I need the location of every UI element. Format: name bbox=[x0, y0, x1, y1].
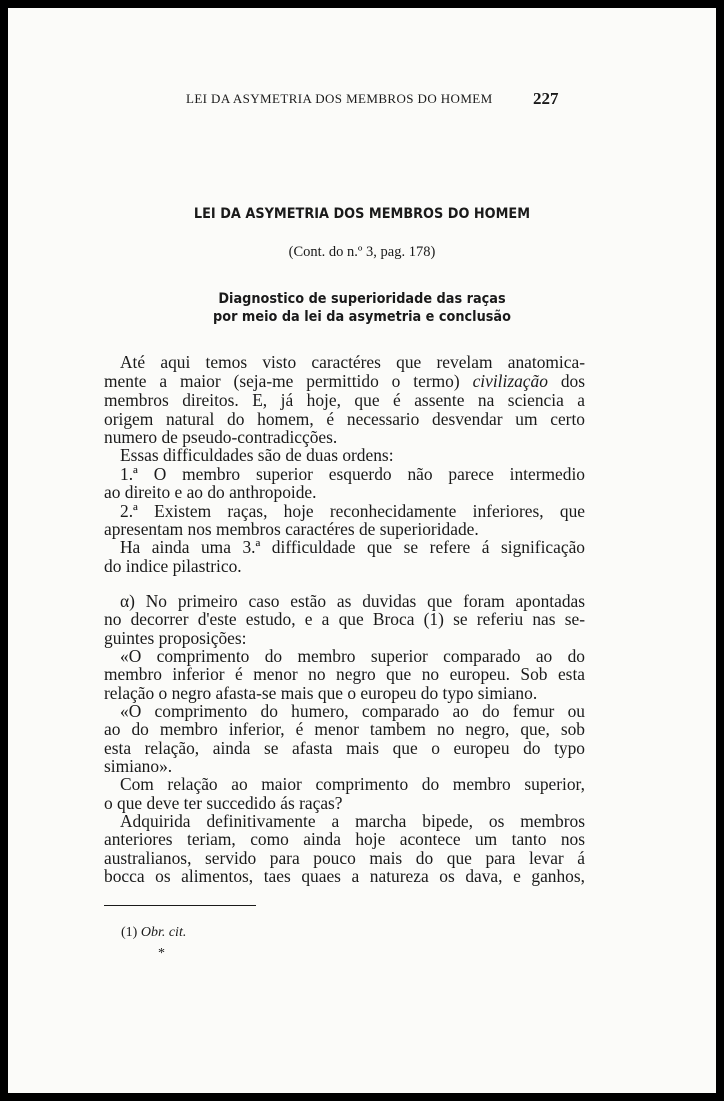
body-line-27: australianos, servido para pouco mais do que para levar á bbox=[104, 848, 585, 868]
section-subtitle bbox=[36, 290, 687, 326]
body-line-5: numero de pseudo-contradicções. bbox=[104, 427, 338, 447]
footnote-marker: (1) bbox=[121, 925, 138, 940]
body-line-3: membros direitos. E, já hoje, que é assente na sciencia a bbox=[104, 390, 585, 410]
footnote-divider bbox=[104, 905, 256, 906]
body-line-14: no decorrer d'este estudo, e a que Broca (1) se referiu nas se- bbox=[104, 609, 585, 629]
body-line-28: bocca os alimentos, taes quaes a natureza os dava, e ganhos, bbox=[104, 866, 585, 886]
subtitle-line-1: Diagnostico de superioridade das raças bbox=[218, 291, 506, 307]
running-head bbox=[8, 91, 716, 113]
body-line-4: origem natural do homem, é necessario desvendar um certo bbox=[104, 409, 585, 429]
body-line-8: ao direito e ao do anthropoide. bbox=[104, 482, 317, 502]
body-line-6: Essas difficuldades são de duas ordens: bbox=[120, 445, 394, 465]
body-line-1: Até aqui temos visto caractéres que revelam anatomica- bbox=[120, 352, 585, 372]
body-line-15: guintes proposições: bbox=[104, 628, 247, 648]
body-line-22: simiano». bbox=[104, 756, 173, 776]
page-number: 227 bbox=[533, 89, 559, 108]
body-line-24: o que deve ter succedido ás raças? bbox=[104, 793, 343, 813]
body-line-7: 1.ª O membro superior esquerdo não parece intermedio bbox=[120, 464, 585, 484]
subtitle-line-2: por meio da lei da asymetria e conclusão bbox=[213, 309, 511, 325]
body-line-12: do indice pilastrico. bbox=[104, 556, 242, 576]
body-line-21: esta relação, ainda se afasta mais que o europeu do typo bbox=[104, 738, 585, 758]
body-line-23: Com relação ao maior comprimento do membro superior, bbox=[120, 774, 585, 794]
body-line-13: α) No primeiro caso estão as duvidas que foram apontadas bbox=[120, 591, 585, 611]
article-title: LEI DA ASYMETRIA DOS MEMBROS DO HOMEM bbox=[193, 206, 531, 222]
body-line-18: relação o negro afasta-se mais que o europeu do typo simiano. bbox=[104, 683, 538, 703]
printer-mark: * bbox=[158, 946, 165, 961]
body-line-16: «O comprimento do membro superior comparado ao do bbox=[120, 646, 585, 666]
continuation-note: (Cont. do n.º 3, pag. 178) bbox=[288, 244, 436, 260]
body-line-9: 2.ª Existem raças, hoje reconhecidamente inferiores, que bbox=[120, 501, 585, 521]
body-line-10: apresentam nos membros caractéres de superioridade. bbox=[104, 519, 479, 539]
running-title: LEI DA ASYMETRIA DOS MEMBROS DO HOMEM bbox=[186, 91, 493, 106]
body-line-17: membro inferior é menor no negro que no europeu. Sob esta bbox=[104, 664, 585, 684]
body-line-19: «O comprimento do humero, comparado ao do femur ou bbox=[120, 701, 585, 721]
body-line-26: anteriores teriam, como ainda hoje acontece um tanto nos bbox=[104, 829, 585, 849]
book-page bbox=[8, 8, 716, 1093]
body-line-11: Ha ainda uma 3.ª difficuldade que se refere á significação bbox=[120, 537, 585, 557]
footnote bbox=[121, 925, 186, 941]
body-line-25: Adquirida definitivamente a marcha bipede, os membros bbox=[120, 811, 585, 831]
emphasis-civilizacao: civilização bbox=[472, 371, 548, 391]
footnote-text: Obr. cit. bbox=[140, 925, 187, 940]
body-line-2: mente a maior (seja-me permittido o termo) civilização dos bbox=[104, 371, 585, 391]
body-line-20: ao do membro inferior, é menor tambem no negro, que, sob bbox=[104, 719, 585, 739]
